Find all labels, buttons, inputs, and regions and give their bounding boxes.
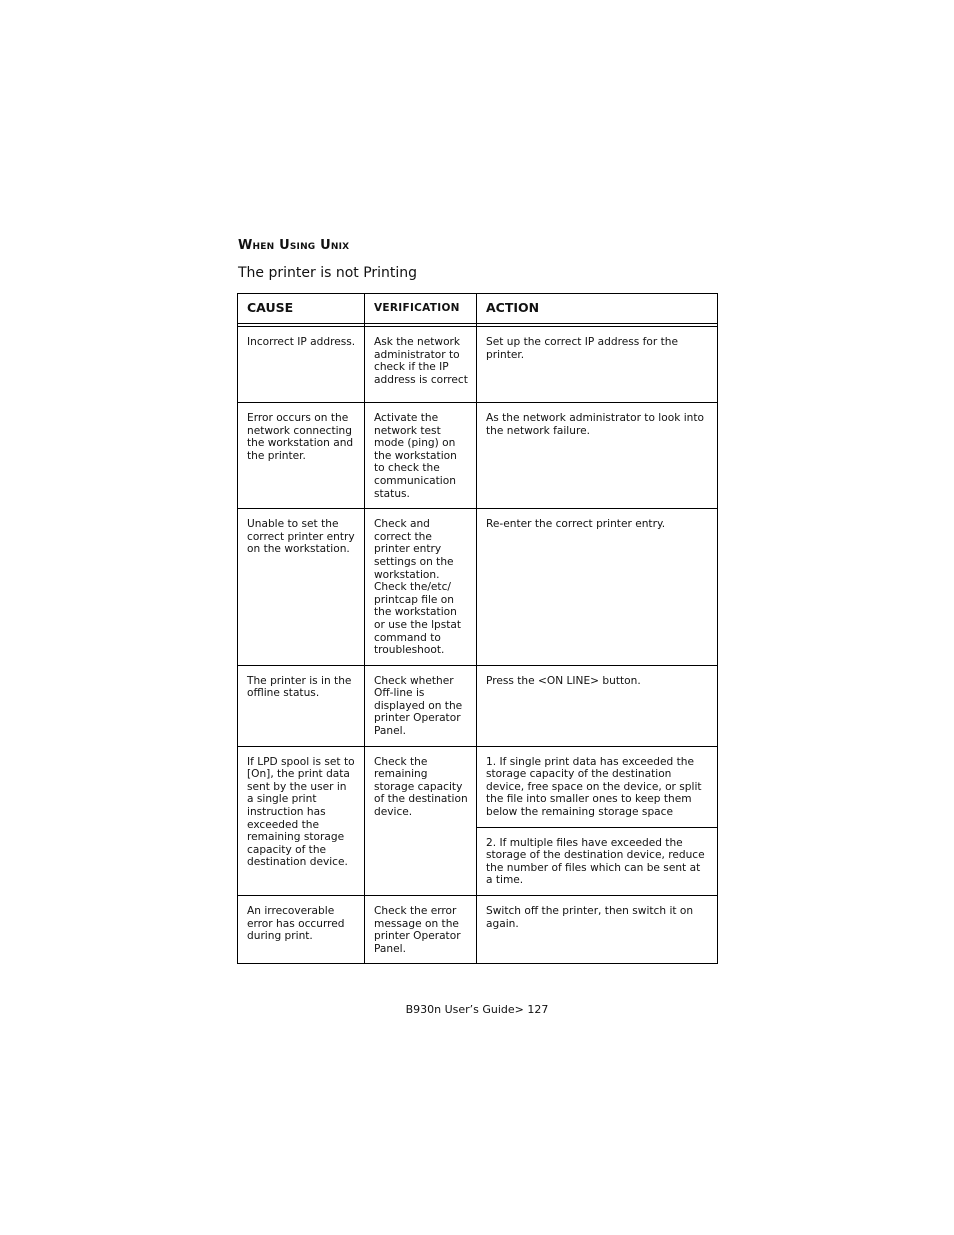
action-cell: Switch off the printer, then switch it on again. xyxy=(477,896,718,964)
header-action: ACTION xyxy=(477,294,718,324)
action-cell: Re-enter the correct printer entry. xyxy=(477,509,718,666)
verification-cell: Ask the network administrator to check if the IP address is correct xyxy=(365,327,477,403)
verification-cell: Check the remaining storage capacity of the destination device. xyxy=(365,746,477,895)
table-row xyxy=(238,896,718,964)
action-cell: Press the <ON LINE> button. xyxy=(477,665,718,746)
table-row xyxy=(238,327,718,403)
header-cause: CAUSE xyxy=(238,294,365,324)
table-row xyxy=(238,665,718,746)
page-footer: B930n User’s Guide> 127 xyxy=(405,1003,549,1016)
cause-cell: An irrecoverable error has occurred during print. xyxy=(238,896,365,964)
verification-cell: Check and correct the printer entry settings on the workstation. Check the/etc/ printcap file on the workstation or use the lpstat command to troubleshoot. xyxy=(365,509,477,666)
verification-cell: Check the error message on the printer Operator Panel. xyxy=(365,896,477,964)
section-heading: When Using Unix xyxy=(238,238,350,253)
verification-cell: Check whether Off-line is displayed on the printer Operator Panel. xyxy=(365,665,477,746)
action-cell: 2. If multiple files have exceeded the storage of the destination device, reduce the number of files which can be sent at a time. xyxy=(477,827,718,895)
action-cell: 1. If single print data has exceeded the storage capacity of the destination device, free space on the device, or split the file into smaller ones to keep them below the remaining storage space xyxy=(477,746,718,827)
action-cell: As the network administrator to look into the network failure. xyxy=(477,403,718,509)
action-cell: Set up the correct IP address for the printer. xyxy=(477,327,718,403)
header-verification: VERIFICATION xyxy=(365,294,477,324)
table-row xyxy=(238,403,718,509)
table-row xyxy=(238,509,718,666)
troubleshooting-table xyxy=(237,293,718,964)
table-header-row xyxy=(238,294,718,324)
table-row xyxy=(238,746,718,827)
cause-cell: Unable to set the correct printer entry on the workstation. xyxy=(238,509,365,666)
table-subtitle: The printer is not Printing xyxy=(238,265,418,281)
cause-cell: The printer is in the offline status. xyxy=(238,665,365,746)
verification-cell: Activate the network test mode (ping) on the workstation to check the communication status. xyxy=(365,403,477,509)
cause-cell: If LPD spool is set to [On], the print data sent by the user in a single print instruction has exceeded the remaining storage capacity of the destination device. xyxy=(238,746,365,895)
cause-cell: Error occurs on the network connecting the workstation and the printer. xyxy=(238,403,365,509)
cause-cell: Incorrect IP address. xyxy=(238,327,365,403)
